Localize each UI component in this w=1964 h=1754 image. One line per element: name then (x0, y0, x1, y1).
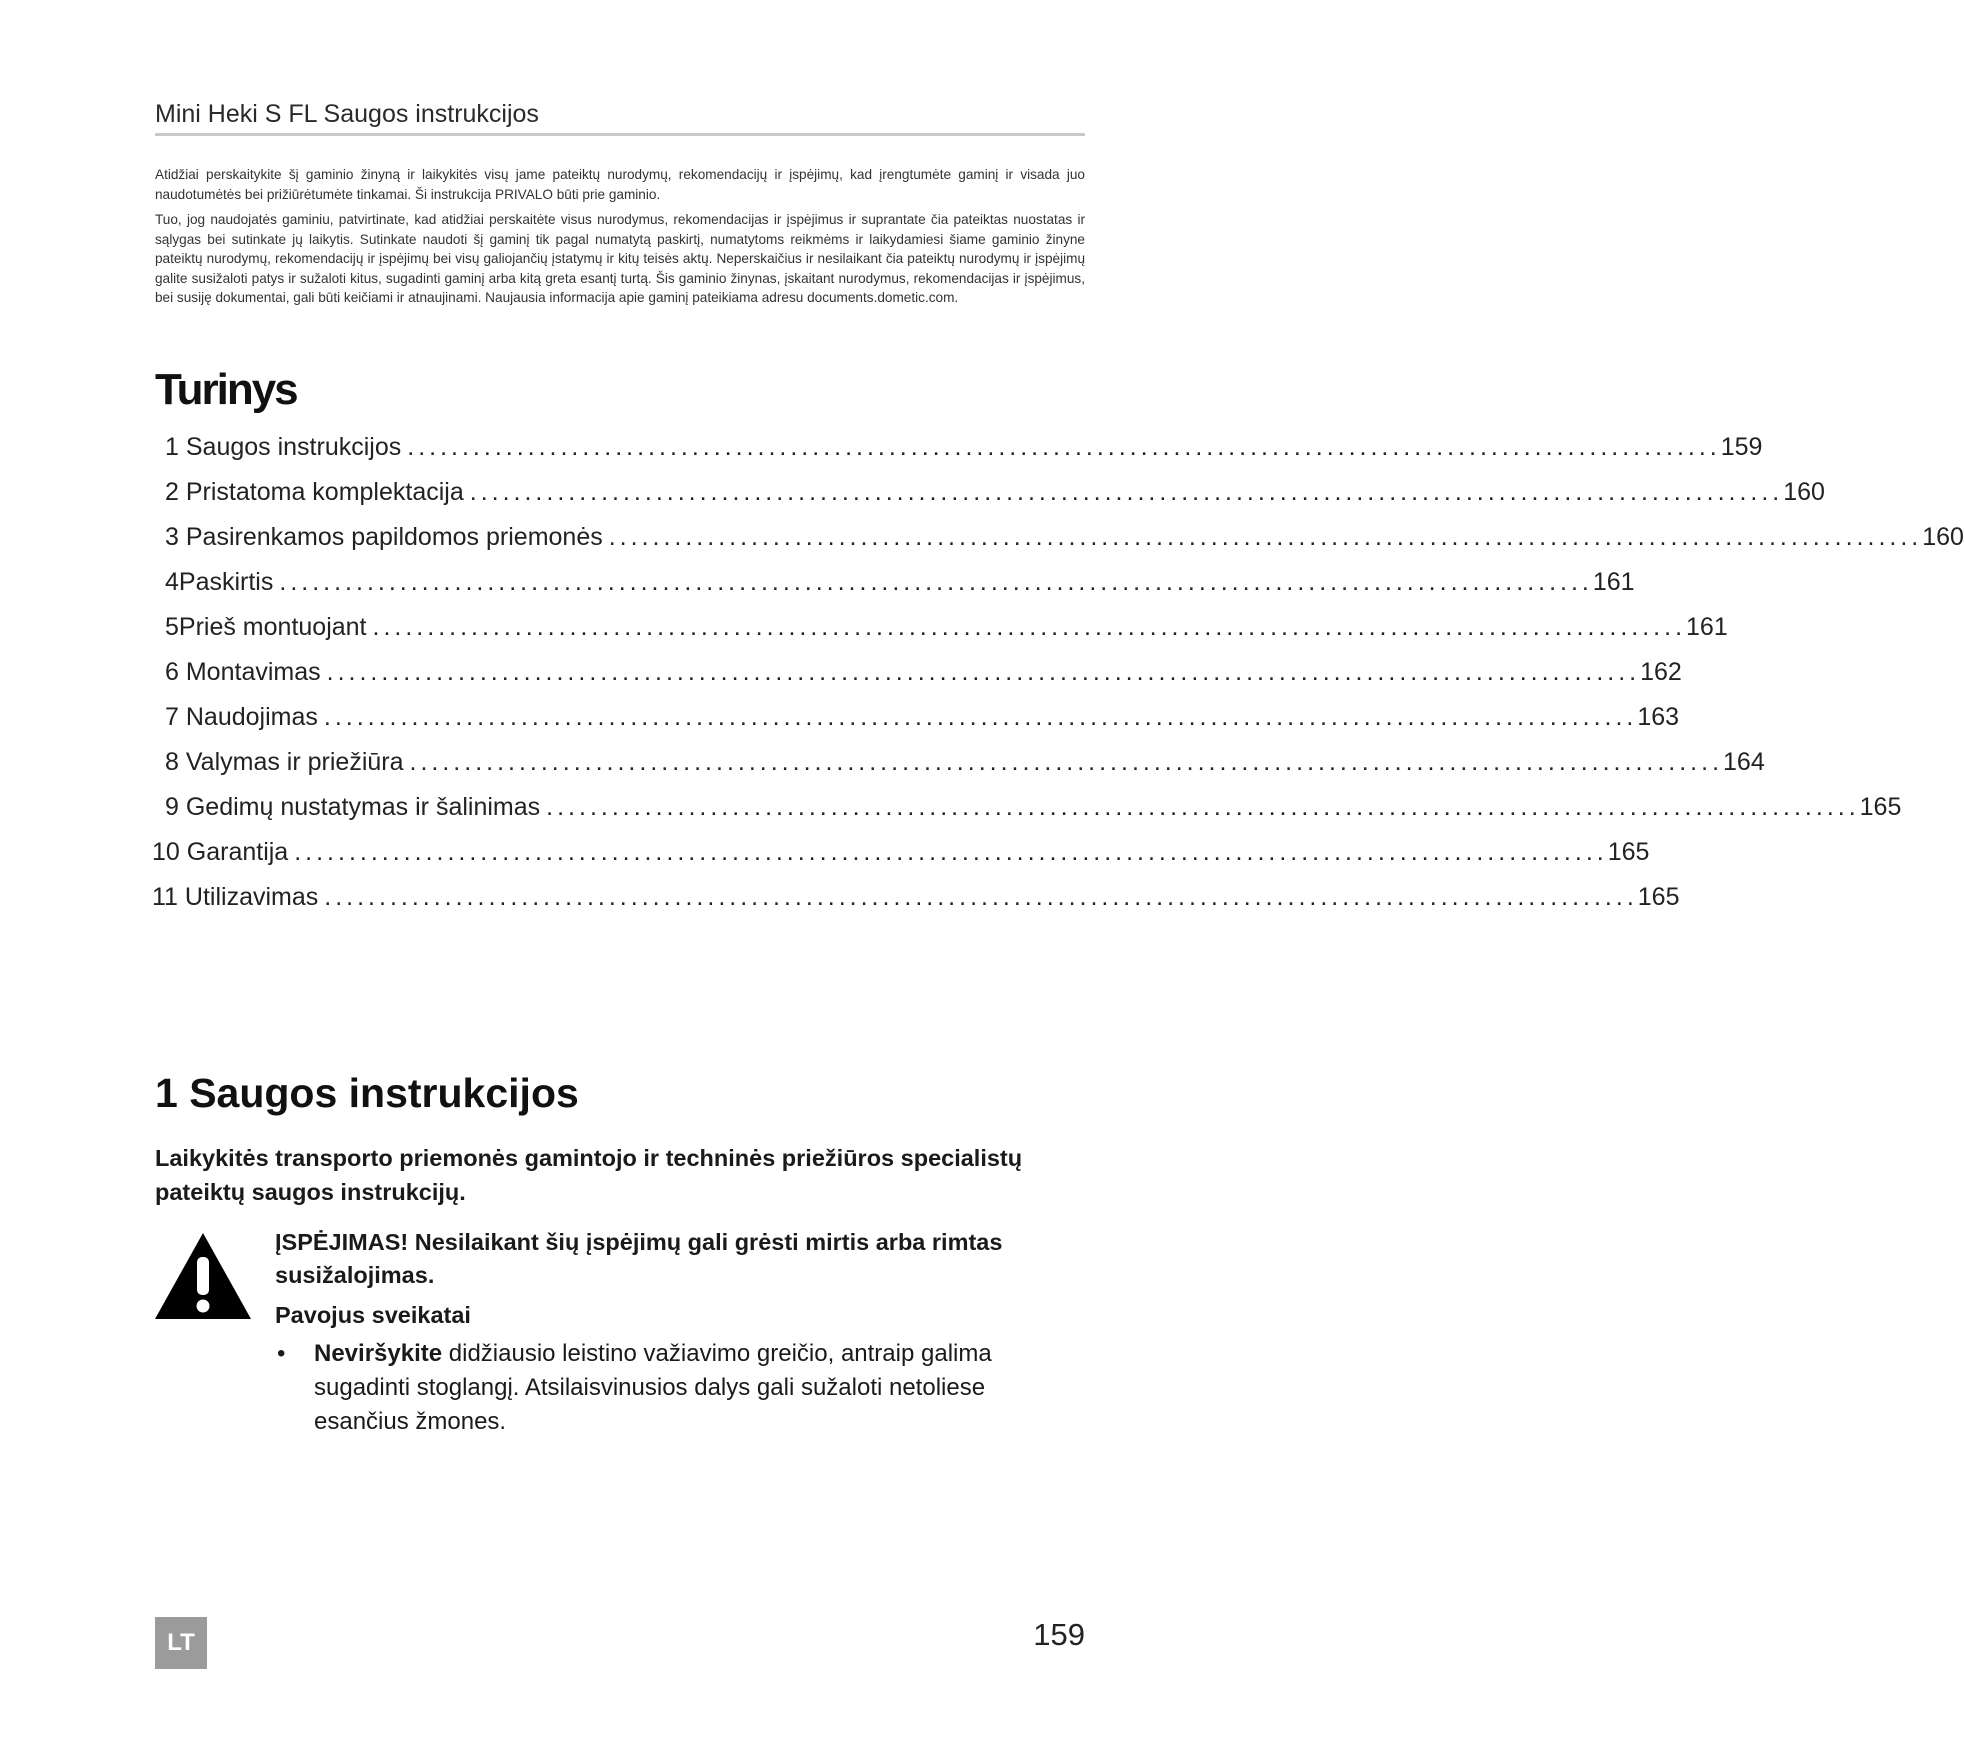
toc-leader-dots: ........................................................................................................................ (324, 883, 1638, 911)
toc-entry-page: 165 (1607, 838, 1650, 866)
hazard-subheading: Pavojus sveikatai (275, 1302, 471, 1328)
toc-leader-dots: ........................................................................................................................ (279, 568, 1593, 596)
toc-entry-number: 8 (165, 748, 179, 776)
toc-entry-page: 162 (1640, 658, 1682, 686)
toc-leader-dots: ........................................................................................................................ (294, 838, 1608, 866)
section-heading: 1 Saugos instrukcijos (155, 1070, 579, 1116)
toc-entry-page: 164 (1723, 748, 1765, 776)
toc-entry-number: 11 (152, 883, 178, 911)
toc-entry-number: 6 (165, 658, 179, 686)
toc-entry-number: 4 (165, 568, 179, 596)
language-badge: LT (155, 1617, 207, 1669)
toc-entry-1[interactable] (165, 433, 1763, 473)
toc-entry-9[interactable] (165, 793, 1902, 833)
bullet-marker: • (277, 1340, 286, 1367)
toc-entry-number: 3 (165, 523, 179, 551)
toc-entry-number: 10 (152, 838, 180, 866)
toc-entry-page: 159 (1720, 433, 1763, 461)
toc-entry-page: 163 (1637, 703, 1680, 731)
toc-entry-label: Naudojimas (185, 703, 318, 731)
toc-entry-page: 161 (1686, 613, 1728, 641)
header-divider (155, 133, 1085, 136)
toc-entry-page: 161 (1592, 568, 1635, 596)
toc-leader-dots: ........................................................................................................................ (608, 523, 1923, 551)
toc-leader-dots: ........................................................................................................................ (546, 793, 1860, 821)
warning-block (275, 1226, 1085, 1439)
bullet-text (314, 1337, 1085, 1439)
toc-entry-number: 7 (165, 703, 179, 731)
toc-entry-label: Pristatoma komplektacija (185, 478, 464, 506)
toc-leader-dots: ........................................................................................................................ (469, 478, 1784, 506)
toc-entry-label: Gedimų nustatymas ir šalinimas (185, 793, 541, 821)
running-header-title: Mini Heki S FL Saugos instrukcijos (155, 100, 539, 128)
intro-paragraph-2: Tuo, jog naudojatės gaminiu, patvirtinate, kad atidžiai perskaitėte visus nurodymus, rekomendacijas ir įspėjimus ir suprantate čia pateiktas nuostatas ir sąlygas bei sutinkate jų laikytis. Sutinkate naudoti šį gaminį tik pagal numatytą paskirtį, numatytoms reikmėms ir laikydamiesi šiame gaminio žinyne pateiktų nurodymų, rekomendacijų ir įspėjimų bei visų galiojančių įstatymų ir kitų teisės aktų. Neperskaičius ir nesilaikant čia pateiktų nurodymų ir įspėjimų galite susižaloti patys ir sužaloti kitus, sugadinti gaminį arba kitą greta esantį turtą. Šis gaminio žinynas, įskaitant nurodymus, rekomendacijas ir įspėjimus, bei susiję dokumentai, gali būti keičiami ir atnaujinami. Naujausia informacija apie gaminį pateikiama adresu documents.dometic.com. (155, 212, 1085, 305)
toc-entry-label: Pasirenkamos papildomos priemonės (185, 523, 603, 551)
toc-entry-page: 160 (1783, 478, 1825, 506)
toc-title: Turinys (155, 365, 297, 414)
warning-bullet (275, 1337, 1085, 1439)
toc-entry-6[interactable] (165, 658, 1682, 698)
page-number: 159 (1033, 1617, 1085, 1652)
toc-entry-number: 5 (165, 613, 179, 641)
toc-leader-dots: ........................................................................................................................ (326, 658, 1641, 686)
toc-entry-11[interactable] (152, 883, 1680, 923)
toc-entry-page: 165 (1637, 883, 1680, 911)
toc-entry-4[interactable] (165, 568, 1635, 608)
bullet-body: didžiausio leistino važiavimo greičio, antraip galima sugadinti stoglangį. Atsilaisvinusios dalys gali sužaloti netoliese esančius žmones. (314, 1340, 992, 1435)
toc-entry-label: Utilizavimas (184, 883, 319, 911)
toc-leader-dots: ........................................................................................................................ (323, 703, 1638, 731)
toc-entry-page: 165 (1859, 793, 1902, 821)
intro-paragraph-1: Atidžiai perskaitykite šį gaminio žinyną ir laikykitės visų jame pateiktų nurodymų, rekomendacijų ir įspėjimų, kad įrengtumėte gaminį ir visada juo naudotumėtės bei prižiūrėtumėte tinkamai. Ši instrukcija PRIVALO būti prie gaminio. (155, 167, 1085, 202)
toc-entry-number: 2 (165, 478, 179, 506)
toc-entry-number: 9 (165, 793, 179, 821)
toc-leader-dots: ........................................................................................................................ (372, 613, 1687, 641)
toc-entry-label: Valymas ir priežiūra (185, 748, 404, 776)
warning-title: ĮSPĖJIMAS! Nesilaikant šių įspėjimų gali grėsti mirtis arba rimtas susižalojimas. (275, 1229, 1003, 1288)
toc-entry-label: Prieš montuojant (178, 613, 367, 641)
section-lead-text: Laikykitės transporto priemonės gamintojo ir techninės priežiūros specialistų pateiktų saugos instrukcijų. (155, 1145, 1023, 1205)
toc-leader-dots: ........................................................................................................................ (409, 748, 1724, 776)
toc-entry-2[interactable] (165, 478, 1825, 518)
toc-entry-10[interactable] (152, 838, 1650, 878)
warning-triangle-icon (153, 1230, 253, 1322)
toc-entry-7[interactable] (165, 703, 1680, 743)
bullet-bold-term: Neviršykite (314, 1340, 443, 1367)
toc-leader-dots: ........................................................................................................................ (407, 433, 1721, 461)
toc-entry-page: 160 (1922, 523, 1964, 551)
toc-entry-label: Saugos instrukcijos (185, 433, 402, 461)
toc-entry-number: 1 (165, 433, 179, 461)
toc-entry-label: Montavimas (185, 658, 321, 686)
intro-block (155, 165, 1085, 314)
toc-entry-8[interactable] (165, 748, 1765, 788)
toc-entry-5[interactable] (165, 613, 1728, 653)
toc-entry-label: Garantija (186, 838, 289, 866)
toc-entry-3[interactable] (165, 523, 1964, 563)
toc-entry-label: Paskirtis (178, 568, 274, 596)
